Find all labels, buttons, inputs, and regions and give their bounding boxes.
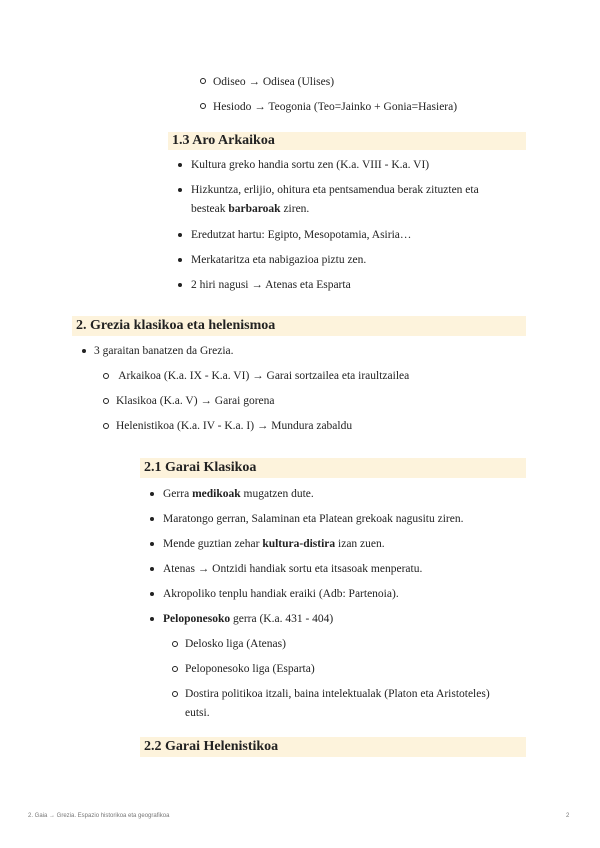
list-item: Hesiodo → Teogonia (Teo=Jainko + Gonia=Hasiera)	[213, 101, 458, 113]
list-item: Delosko liga (Atenas)	[185, 638, 286, 650]
list-item-continuation: eutsi.	[185, 707, 210, 719]
list-item: Helenistikoa (K.a. IV - K.a. I) → Mundura zabaldu	[116, 420, 353, 432]
bold-term: kultura-distira	[262, 538, 336, 550]
bullet-circle-icon	[200, 78, 206, 84]
list-item	[163, 487, 314, 501]
bullet-disc-icon	[82, 349, 86, 353]
bullet-disc-icon	[178, 258, 182, 262]
list-item: Arkaikoa (K.a. IX - K.a. VI) → Garai sortzailea eta iraultzailea	[116, 370, 410, 382]
list-item: Merkataritza eta nabigazioa piztu zen.	[191, 254, 367, 266]
list-item-continuation	[191, 202, 309, 216]
bullet-disc-icon	[150, 567, 154, 571]
list-item: Atenas → Ontzidi handiak sortu eta itsasoak menperatu.	[163, 563, 423, 575]
bullet-circle-icon	[103, 423, 109, 429]
bullet-disc-icon	[150, 617, 154, 621]
section-heading-2-1: 2.1 Garai Klasikoa	[140, 458, 526, 478]
bullet-disc-icon	[150, 592, 154, 596]
list-item: Eredutzat hartu: Egipto, Mesopotamia, Asiria…	[191, 229, 412, 241]
bullet-disc-icon	[150, 517, 154, 521]
bullet-disc-icon	[150, 492, 154, 496]
footer-title: 2. Gaia → Grezia. Espazio historikoa eta geografikoa	[28, 813, 170, 819]
list-item: Dostira politikoa itzali, baina intelektualak (Platon eta Aristoteles)	[185, 688, 490, 700]
page-number: 2	[566, 813, 570, 819]
bold-term: medikoak	[192, 488, 241, 500]
text-run: mugatzen dute.	[240, 488, 314, 500]
text-run: besteak	[191, 203, 229, 215]
bullet-disc-icon	[178, 233, 182, 237]
section-heading-2: 2. Grezia klasikoa eta helenismoa	[72, 316, 526, 336]
bold-term: barbaroak	[228, 203, 281, 215]
list-item: Kultura greko handia sortu zen (K.a. VIII - K.a. VI)	[191, 159, 430, 171]
list-item: Peloponesoko liga (Esparta)	[185, 663, 315, 675]
bullet-disc-icon	[178, 188, 182, 192]
bold-term: Peloponesoko	[163, 613, 231, 625]
text-run: gerra (K.a. 431 - 404)	[230, 613, 334, 625]
text-run: izan zuen.	[335, 538, 385, 550]
text-run: Gerra	[163, 488, 193, 500]
list-item: Klasikoa (K.a. V) → Garai gorena	[116, 395, 275, 407]
bullet-circle-icon	[172, 666, 178, 672]
section-heading-1-3: 1.3 Aro Arkaikoa	[168, 132, 526, 150]
list-item: Hizkuntza, erlijio, ohitura eta pentsamendua berak zituzten eta	[191, 184, 479, 196]
bullet-circle-icon	[103, 373, 109, 379]
bullet-circle-icon	[172, 691, 178, 697]
list-item	[163, 537, 385, 551]
list-item: Maratongo gerran, Salaminan eta Platean grekoak nagusitu ziren.	[163, 513, 464, 525]
list-item	[163, 612, 333, 626]
bullet-circle-icon	[200, 103, 206, 109]
bullet-disc-icon	[150, 542, 154, 546]
text-run: ziren.	[280, 203, 310, 215]
list-item: Odiseo → Odisea (Ulises)	[213, 76, 335, 88]
section-heading-2-2: 2.2 Garai Helenistikoa	[140, 737, 526, 757]
list-item: 2 hiri nagusi → Atenas eta Esparta	[191, 279, 351, 291]
bullet-circle-icon	[103, 398, 109, 404]
bullet-disc-icon	[178, 163, 182, 167]
list-item: Akropoliko tenplu handiak eraiki (Adb: Partenoia).	[163, 588, 399, 600]
text-run: Mende guztian zehar	[163, 538, 263, 550]
list-item: 3 garaitan banatzen da Grezia.	[94, 345, 234, 357]
bullet-circle-icon	[172, 641, 178, 647]
bullet-disc-icon	[178, 283, 182, 287]
